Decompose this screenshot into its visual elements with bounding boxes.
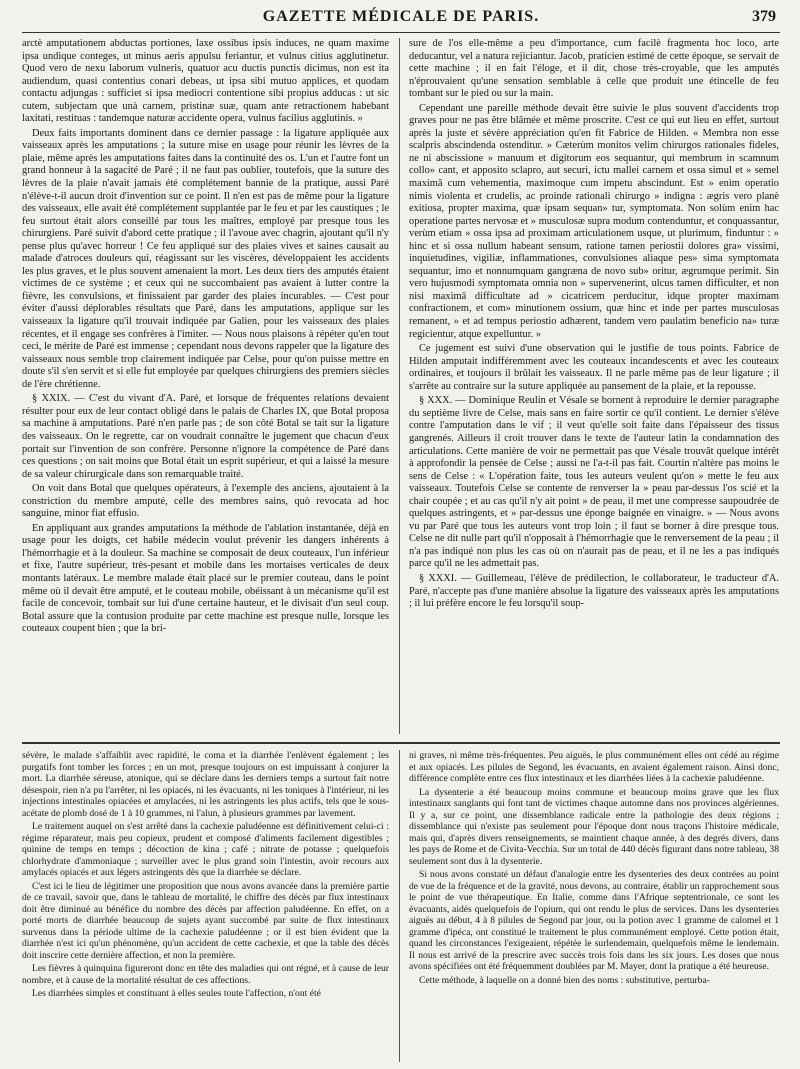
paragraph: Le traitement auquel on s'est arrêté dans la cachexie paludéenne est définitivement celui-ci : régime réparateur, mais peu copieux, prudent et composé d'aliments facilement digestibles ; quinine de temps en temps ; décoction de kina ; café ; nitrate de potasse ; quelquefois chlorhydrate d'ammoniaque ; surveiller avec le plus grand soin l'intestin, avoir recours aux amylacés opiacés et aux légers astringents dès que la diarrhée se déclare. (22, 821, 389, 878)
journal-title: GAZETTE MÉDICALE DE PARIS. (262, 8, 540, 25)
column-divider (399, 38, 400, 734)
section-rule (22, 742, 780, 744)
paragraph: La dysenterie a été beaucoup moins commune et beaucoup moins grave que les flux intestinaux sanglants qui font tant de victimes chaque automne dans nos provinces algériennes. Il y a, sur ce point, une dissemblance radicale entre la pathologie des deux régions ; dissemblance qui n'existe pas seulement pour l'époque dont nous traçons l'histoire médicale, mais qui, d'après divers renseignements, se maintient chaque année, à des degrés divers, dans les pays de Rome et de Civita-Vecchia. Sur un total de 440 décès figurant dans notre tableau, 38 seulement sont dus à la dysenterie. (409, 786, 779, 867)
bottom-left-column (22, 750, 389, 1062)
paragraph: arctè amputationem abductas portiones, laxe ossibus ipsis induces, ne quam maxime ipsa undique conteges, ut minus aeris appulsu feriantur, et vulnus citius agglutinetur. Quod vero de nexu laborum vulneris, quatuor acu ductis punctis dicimus, non est ita audiendum, quasi contentius conari debeas, ut ipsa sibi mutuo applices, et quodam contactu adjungas : sufficiet si ipsa mediocri contentione sibi propius adducas : ut sic cutem, subjectam que unà carnem, pristinæ suæ, quam ante retractionem habebant laxitati, restituas : tandemque naturæ accidente opera, vulnus facilius agglutinis. » (22, 38, 389, 125)
paragraph: C'est ici le lieu de légitimer une proposition que nous avons avancée dans la première partie de ce travail, savoir que, dans le tableau de mortalité, le chiffre des décès par flux intestinaux doit être diminué au bénéfice du nombre des décès par affection paludéenne. En effet, on a porté morts de diarrhée beaucoup de sujets ayant succombé par suite de flux intestinaux survenus dans la période ultime de la cachexie paludéenne ; or il est bien évident que la diarrhée n'est ici qu'un phénomène, qu'un accident de cette cachexie, et que la table des décès doit inscrire cette dernière affection, et non la première. (22, 880, 389, 961)
paragraph: Deux faits importants dominent dans ce dernier passage : la ligature appliquée aux vaisseaux après les amputations ; la suture mise en usage pour réunir les lèvres de la plaie, même après les amputations faites dans la continuité des os. L'un et l'autre font un grand honneur à la sagacité de Paré ; il ne faut pas oublier, toutefois, que la suture des lèvres de la plaie n'avait jamais été complétement bannie de la pratique, aussi Paré n'élève-t-il aucun droit d'invention sur ce point. Il n'en est pas de même pour la ligature des vaisseaux, elle avait été complétement supplantée par le feu et par les caustiques ; le feu surtout était alors conseillé par tous les maîtres, employé par presque tous les chirurgiens. Paré suivit d'abord cette pratique ; il l'avoue avec chagrin, ajoutant qu'il n'y pense plus qu'avec horreur ! Ce feu appliqué sur des plaies vives et saines causait au malade d'atroces douleurs qui, réagissant sur les viscères, développaient les accidents les plus graves, et le plus souvent amenaient la mort. Les deux tiers des amputés étaient victimes de ce système ; et ceux qui ne succombaient pas avaient à lutter contre la fièvre, les convulsions, et finissaient par garder des plaies incurables. — C'est pour éviter d'aussi déplorables résultats que Paré, dans les amputations, applique sur les vaisseaux la ligature qu'il trouvait indiquée par Galien, pour les vaisseaux des plaies récentes, et il engage ses confrères à l'imiter. — Nous nous plaisons à répéter qu'en tout ceci, le mérite de Paré est immense ; cependant nous devons rappeler que la ligature des vaisseaux nous semble trop clairement indiquée par Celse, pour qu'on puisse mettre en doute s'il s'en servit et si elle fut employée par quelques chirurgiens des premiers siècles de l'ère chrétienne. (22, 127, 389, 390)
bottom-right-column (409, 750, 779, 1062)
paragraph: sévère, le malade s'affaiblit avec rapidité, le coma et la diarrhée l'enlèvent également ; les purgatifs font tomber les forces ; en un mot, presque toujours on est impuissant à conjurer la mort. La diarrhée séreuse, atonique, qui se déclare dans les derniers temps a surtout fait notre désespoir, rien n'a pu l'arrêter, ni les opiacés, ni les évacuants, ni les toniques à l'intérieur, ni les injections intestinales opiacées et amylacées, ni les astringents les plus actifs, tels que le sous-acétate de plomb dosé de 1 à 10 grammes, ni l'alun, à plusieurs grammes par lavement. (22, 750, 389, 819)
paragraph: sure de l'os elle-même a peu d'importance, cum facilè fragmenta hoc loco, arte deducantur, vel a natura rejiciantur. Jacob, praticien estimé de cette époque, se servait de cette machine ; il en fait l'éloge, et il dit, chose très-croyable, que les amputés n'éprouvaient qu'une sensation semblable à celle que produit une étincelle de feu tombant sur le pied ou sur la main. (409, 38, 779, 100)
paragraph: § XXXI. — Guillemeau, l'élève de prédilection, le collaborateur, le traducteur d'A. Paré, n'accepte pas d'une manière absolue la ligature des vaisseaux après les amputations ; il lui préfère encore le feu lorsqu'il soup- (409, 572, 779, 610)
paragraph: Les fièvres à quinquina figureront donc en tête des maladies qui ont régné, et à cause de leur nombre, et à cause de la mortalité résultat de ces affections. (22, 963, 389, 986)
page-number: 379 (752, 8, 776, 25)
paragraph: En appliquant aux grandes amputations la méthode de l'ablation instantanée, déjà en usage pour les doigts, cet habile médecin voulut prévenir les dangers inhérents à l'hémorrhagie et à la douleur. Sa machine se composait de deux couteaux, l'un inférieur et fixe, l'autre supérieur, très-pesant et mobile dans les mortaises verticales de deux montants latéraux. Le membre malade était placé sur le premier couteau, dans le point même où il devait être amputé, et le couteau mobile, obéissant à un mécanisme qu'il est facile de concevoir, tombait sur lui d'une certaine hauteur, et le divisait d'un seul coup. Botal assure que la contusion produite par cette machine est presque nulle, lorsque les couteaux coupent bien ; que la bri- (22, 522, 389, 635)
top-right-column (409, 38, 779, 734)
paragraph: ni graves, ni même très-fréquentes. Peu aiguës, le plus communément elles ont cédé au régime et aux opiacés. Les pilules de Segond, les évacuants, en avaient également raison. Ainsi donc, différence complète entre ces flux intestinaux et les diarrhées liées à la cachexie paludéenne. (409, 750, 779, 784)
paragraph: § XXX. — Dominique Reulin et Vésale se bornent à reproduire le dernier paragraphe du septième livre de Celse, mais sans en faire sortir ce qu'il contient. Le dernier s'élève contre l'amputation dans le vif ; il veut qu'elle soit faite dans l'épaisseur des tissus gangrenés. Ailleurs il croit trouver dans le texte de l'auteur latin la condamnation des articulations. Cette manière de voir ne permettait pas que Vésale trouvât quelque intérêt à approfondir la pensée de Celse ; aussi ne l'a-t-il pas fait. Courtin n'altère pas moins le sens de Celse : « L'opération faite, tous les auteurs veulent qu'on » mette le feu aux vaisseaux. Toutefois Celse se contente de renverser la » peau par-dessus l'os scié et la chair coupée ; et au cas qu'il n'y ait point » de peau, il met une compresse saupoudrée de quelques astringents, et » par-dessus une éponge baignée en vinaigre. » — Nous avons vu par Paré que tous les auteurs vont trop loin ; il faut se borner à dire presque tous. Celse ne dit nulle part qu'il n'opposait à l'hémorrhagie que le renversement de la peau ; il n'a pas indiqué non plus les cas où on n'aurait pas de peau, et il ne les a pas indiqués parce qu'il ne les admettait pas. (409, 395, 779, 570)
paragraph: Ce jugement est suivi d'une observation qui le justifie de tous points. Fabrice de Hilden amputait indifféremment avec les couteaux incandescents et avec les couteaux ordinaires, et toujours il brûlait les vaisseaux. Il ne parle même pas de leur ligature ; il s'arrête au contraire sur la suture appliquée au pansement de la plaie, et la repousse. (409, 343, 779, 392)
paragraph: Cependant une pareille méthode devait être suivie le plus souvent d'accidents trop graves pour ne pas être blâmée et même proscrite. C'est ce qui eut lieu en effet, surtout après la juste et sévère appréciation qu'en fit Fabrice de Hilden. « Membra non esse scalpris abscindenda ostenditur. » Cæterùm monitos velim chirurgos rationales fideles, ne ni abscissione » manuum et digitorum eos sequantur, qui membrum in scamnum collo» cant, et apposito sclapro, aut securi, ictu mallei carnem et ossa simul et » semel maximâ cum vehementia, maximoque cum impetu abscindunt. Est » enim operatio nimis violenta et crudelis, ac proinde rationali chirurgo » indigna : ægris vero planè exitiosa, propter maxima, quæ ipsam sequan» tur, symptomata. Non solùm enim hac operatione partes nervosæ et » musculosæ supra modum contenduntur, et conquassantur, verùm etiam » ossa ipsa ad proximam articulationem usque, ut plurimum, finduntur : » hinc et si ossa nullum habeant sensum, ratione tamen periostii dolores gra» vissimi, inquietudines, vigiliæ, inflammationes, convulsiones aliaque pes» sima symptomata sequantur, imo et nonnumquam gangræna de novo sub» oritur, ægrumque perimit. Sin vero hujusmodi symptomata omnia non » supervenerint, ulcus tamen difficulter, et non nisi maximâ difficultate ad » cicatricem perducitur, idque propter maximam confractionem, et com» minutionem ossium, quæ hinc et inde per partes musculosas remanent, » et ad tempus periostio adhærent, tandem vero paulatim beneficio na» turæ regicientur, atque expelluntur. » (409, 102, 779, 340)
paragraph: Cette méthode, à laquelle on a donné bien des noms : substitutive, perturba- (419, 974, 710, 986)
header-rule (22, 32, 780, 33)
top-left-column (22, 38, 389, 734)
page-header (22, 6, 780, 28)
paragraph: Si nous avons constaté un défaut d'analogie entre les dysenteries des deux contrées au point de vue de la fréquence et de la gravité, nous devons, au contraire, établir un rapprochement sous le point de vue thérapeutique. En Italie, comme dans l'Afrique septentrionale, ce sont les évacuants, aidés quelquefois de l'opium, qui ont rendu le plus de services. Dans les dysenteries aiguës au début, 4 à 8 pilules de Segond par jour, ou la potion avec 1 gramme de calomel et 1 gramme d'ipéca, ont constitué le traitement le plus communément employé. Cette potion était, quand les circonstances l'exigeaient, répétée le surlendemain, quelquefois même le lendemain. Il nous est arrivé de la prescrire avec succès trois fois dans les six jours. Les doses que nous avons spécifiées ont été fréquemment doublées par M. Mayer, dont la pratique a été heureuse. (409, 869, 779, 972)
paragraph: Les diarrhées simples et constituant à elles seules toute l'affection, n'ont été (32, 988, 321, 999)
paragraph: On voit dans Botal que quelques opérateurs, à l'exemple des anciens, ajoutaient à la constriction du membre amputé, celle des membres sains, quò revocata ad hoc sanguine, minor fiat effusio. (22, 483, 389, 520)
column-divider (399, 750, 400, 1062)
paragraph: § XXIX. — C'est du vivant d'A. Paré, et lorsque de fréquentes relations devaient résulter pour eux de leur contact obligé dans le palais de Charles IX, que Botal proposa sa machine à amputations. Paré n'en parle pas ; de son côté Botal se tait sur la ligature des vaisseaux. On le regrette, car on voudrait connaître le jugement que chacun d'eux portait sur l'invention de son confrère. Personne n'ignore la compétence de Paré dans ces questions ; on sait moins que Botal était un esprit supérieur, et qui a laissé la mesure de sa valeur chirurgicale dans son remarquable traité. (22, 393, 389, 480)
